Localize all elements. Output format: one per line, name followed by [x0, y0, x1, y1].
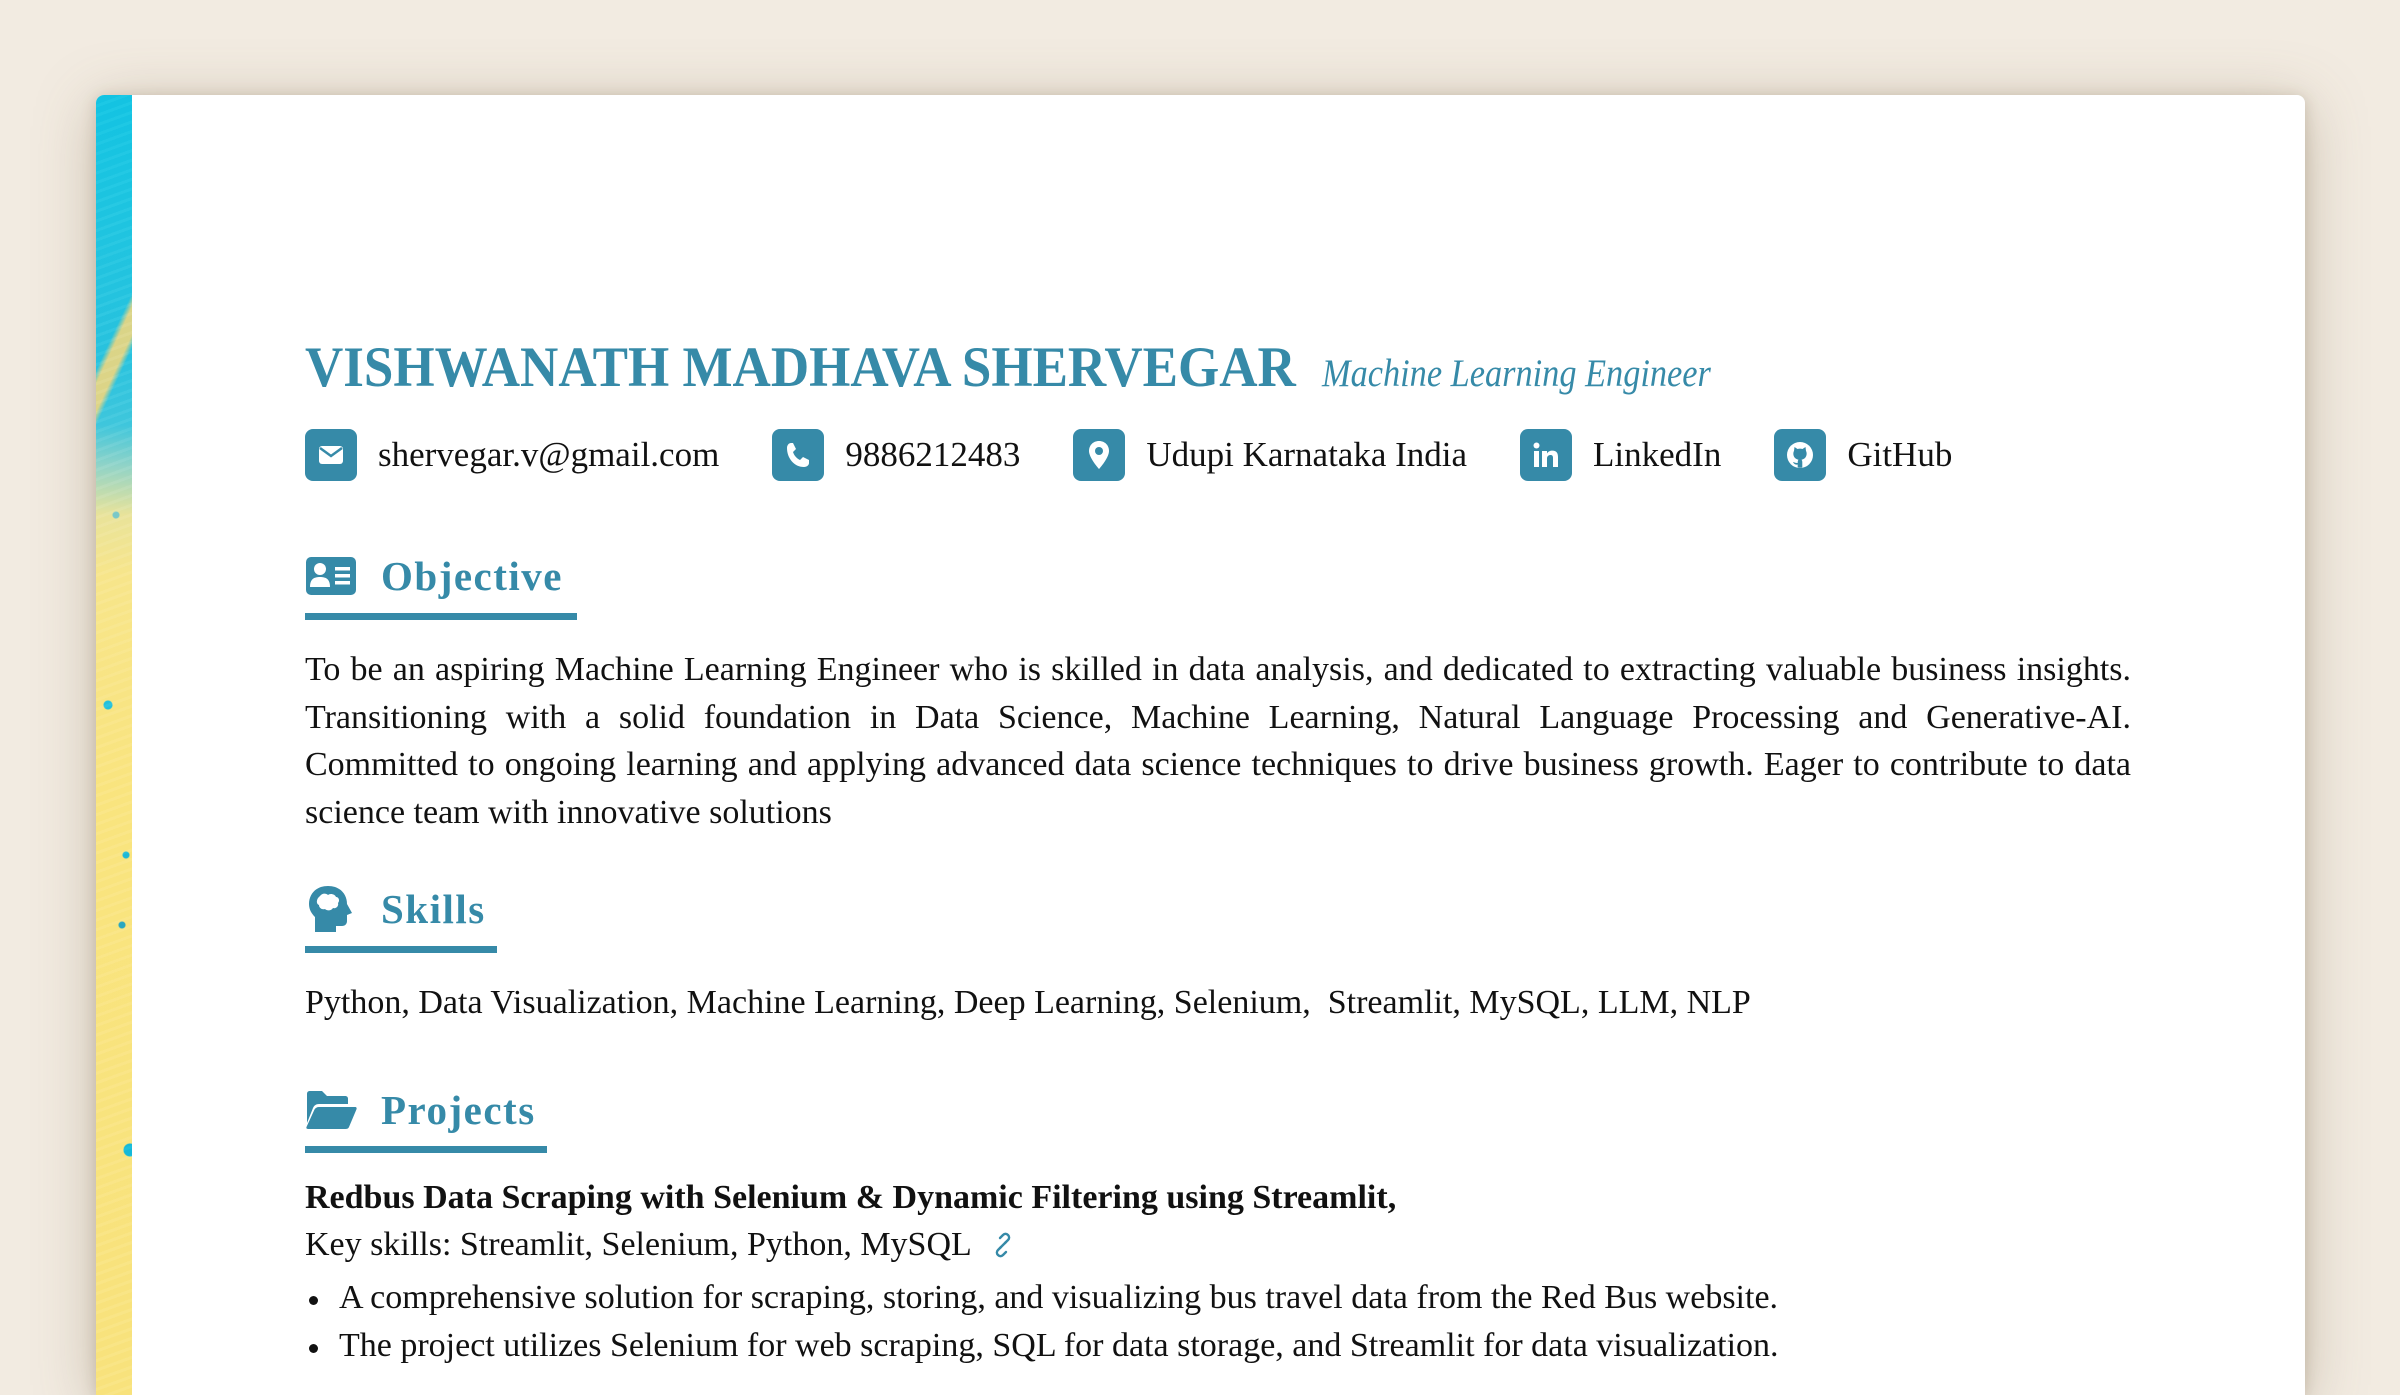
header	[305, 335, 1764, 400]
section-header-objective	[305, 552, 563, 600]
decorative-side-strip	[96, 95, 132, 1395]
folder-open-icon	[305, 1087, 357, 1133]
contact-linkedin[interactable]	[1520, 429, 1721, 481]
id-card-icon	[305, 553, 357, 599]
list-item: The project utilizes Selenium for web scraping, SQL for data storage, and Streamlit for data visualization.	[305, 1322, 1779, 1370]
contact-row	[305, 429, 2005, 481]
contact-phone[interactable]	[772, 429, 1020, 481]
project-key-skills	[305, 1226, 1016, 1264]
list-item: A comprehensive solution for scraping, storing, and visualizing bus travel data from the Red Bus website.	[305, 1274, 1779, 1322]
section-underline	[305, 613, 577, 620]
section-title-skills: Skills	[381, 886, 486, 932]
section-title-objective: Objective	[381, 553, 563, 599]
linkedin-icon	[1520, 429, 1572, 481]
job-title: Machine Learning Engineer	[1322, 352, 1712, 395]
github-text: GitHub	[1847, 435, 1953, 474]
contact-location[interactable]	[1073, 429, 1467, 481]
objective-text: To be an aspiring Machine Learning Engineer who is skilled in data analysis, and dedicated to extracting valuable business insights. Transitioning with a solid foundation in Data Science, Machine Learning, Natural Language Processing and Generative-AI. Committed to ongoing learning and applying advanced data science techniques to drive business growth. Eager to contribute to data science team with innovative solutions	[305, 651, 2131, 831]
project-key-skills-text: Key skills: Streamlit, Selenium, Python, MySQL	[305, 1226, 972, 1263]
section-underline	[305, 1146, 547, 1153]
phone-icon	[772, 429, 824, 481]
location-pin-icon	[1073, 429, 1125, 481]
linkedin-text: LinkedIn	[1593, 435, 1722, 474]
contact-email[interactable]	[305, 429, 719, 481]
project-bullets	[305, 1274, 1779, 1369]
email-text: shervegar.v@gmail.com	[378, 435, 720, 474]
brain-head-icon	[305, 886, 357, 932]
github-icon	[1774, 429, 1826, 481]
contact-github[interactable]	[1774, 429, 1952, 481]
section-header-projects	[305, 1086, 536, 1134]
section-underline	[305, 946, 497, 953]
location-text: Udupi Karnataka India	[1146, 435, 1468, 474]
resume-page	[96, 95, 2305, 1395]
skills-list: Python, Data Visualization, Machine Learning, Deep Learning, Selenium, Streamlit, MySQL, LLM, NLP	[305, 984, 1751, 1021]
full-name: VISHWANATH MADHAVA SHERVEGAR	[305, 336, 1296, 399]
project-title: Redbus Data Scraping with Selenium & Dynamic Filtering using Streamlit,	[305, 1179, 1397, 1216]
link-icon[interactable]	[990, 1232, 1016, 1258]
section-header-skills	[305, 885, 486, 933]
section-title-projects: Projects	[381, 1087, 536, 1133]
envelope-icon	[305, 429, 357, 481]
phone-text: 9886212483	[845, 435, 1021, 474]
